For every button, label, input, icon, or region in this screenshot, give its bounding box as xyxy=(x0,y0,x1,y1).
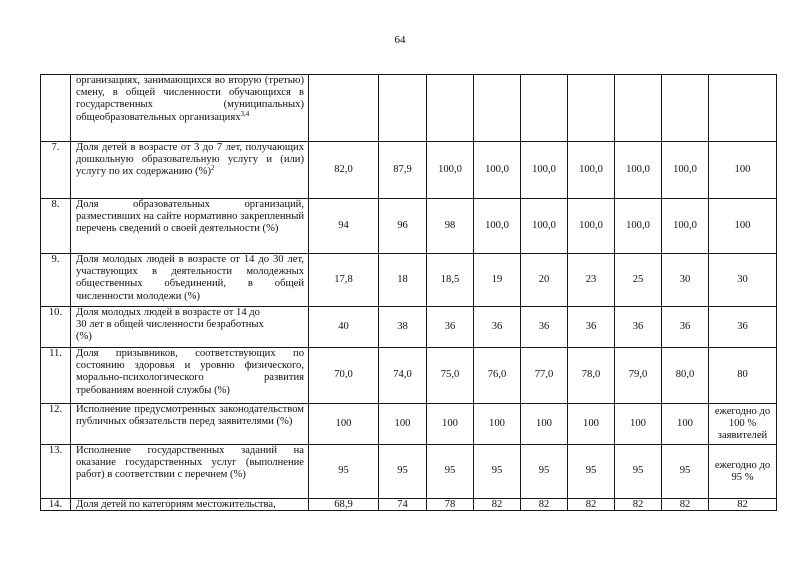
value-cell: 100,0 xyxy=(615,199,662,254)
value-cell: 36 xyxy=(521,307,568,348)
value-cell: 23 xyxy=(568,254,615,307)
value-cell: 94 xyxy=(309,199,379,254)
indicator-name-text: организациях, занимающихся во вторую (третью) смену, в общей численности обучающихся в государственных (муниципальных) общеобразовательных организациях xyxy=(76,75,304,123)
value-cell: 18 xyxy=(379,254,427,307)
footnote-ref: 3,4 xyxy=(240,109,250,118)
indicator-name xyxy=(71,348,309,404)
value-cell: 100 xyxy=(568,404,615,445)
row-index: 11. xyxy=(41,348,71,404)
indicator-name xyxy=(71,142,309,199)
table-row xyxy=(41,75,777,142)
value-cell xyxy=(568,75,615,142)
value-cell: 95 xyxy=(474,445,521,499)
value-cell: 82 xyxy=(709,499,777,511)
value-cell: 76,0 xyxy=(474,348,521,404)
value-cell: 78,0 xyxy=(568,348,615,404)
value-cell: 100,0 xyxy=(662,199,709,254)
indicator-name-text: Исполнение государственных заданий на оказание государственных услуг (выполнение работ) в соответствии с перечнем (%) xyxy=(76,445,304,481)
value-cell: 100 xyxy=(427,404,474,445)
value-cell: 36 xyxy=(709,307,777,348)
value-cell: 82 xyxy=(615,499,662,511)
value-cell: ежегодно до 95 % xyxy=(709,445,777,499)
value-cell: 96 xyxy=(379,199,427,254)
value-cell: 100 xyxy=(309,404,379,445)
value-cell: 95 xyxy=(615,445,662,499)
value-cell xyxy=(615,75,662,142)
value-cell: 95 xyxy=(309,445,379,499)
table-row xyxy=(41,307,777,348)
value-cell: 100 xyxy=(709,142,777,199)
indicator-name xyxy=(71,199,309,254)
value-cell: 82 xyxy=(568,499,615,511)
value-cell: 36 xyxy=(427,307,474,348)
table-row xyxy=(41,445,777,499)
value-cell: 100,0 xyxy=(521,142,568,199)
value-cell: 100,0 xyxy=(662,142,709,199)
value-cell: 95 xyxy=(427,445,474,499)
table-row xyxy=(41,199,777,254)
indicator-name-text: Доля молодых людей в возрасте от 14 до 30 лет, участвующих в деятельности молодежных общественных объединений, в общей численности молодежи (%) xyxy=(76,254,304,302)
value-cell: 82,0 xyxy=(309,142,379,199)
value-cell: 82 xyxy=(521,499,568,511)
table-row xyxy=(41,404,777,445)
indicator-name-text: Доля призывников, соответствующих по состоянию здоровья и уровню физического, морально-психологического развития требованиям военной службы (%) xyxy=(76,348,304,396)
value-cell: 82 xyxy=(474,499,521,511)
row-index: 12. xyxy=(41,404,71,445)
value-cell: 100,0 xyxy=(615,142,662,199)
value-cell: 100,0 xyxy=(568,142,615,199)
value-cell: 100,0 xyxy=(521,199,568,254)
value-cell: 19 xyxy=(474,254,521,307)
indicator-name-text: Доля образовательных организаций, разместивших на сайте нормативно закрепленный перечень сведений о своей деятельности (%) xyxy=(76,199,304,235)
value-cell: 80,0 xyxy=(662,348,709,404)
value-cell: 36 xyxy=(662,307,709,348)
value-cell: 87,9 xyxy=(379,142,427,199)
value-cell xyxy=(662,75,709,142)
value-cell: 30 xyxy=(709,254,777,307)
value-cell: 36 xyxy=(615,307,662,348)
value-cell: 38 xyxy=(379,307,427,348)
value-cell: 100 xyxy=(615,404,662,445)
row-index: 13. xyxy=(41,445,71,499)
value-cell: 100 xyxy=(709,199,777,254)
indicator-name-text: Доля детей по категориям местожительства, xyxy=(76,499,276,510)
value-cell: 77,0 xyxy=(521,348,568,404)
value-cell: 17,8 xyxy=(309,254,379,307)
value-cell: 95 xyxy=(662,445,709,499)
value-cell: 25 xyxy=(615,254,662,307)
indicator-name xyxy=(71,445,309,499)
value-cell: 98 xyxy=(427,199,474,254)
value-cell: 30 xyxy=(662,254,709,307)
value-cell xyxy=(521,75,568,142)
value-cell: 100,0 xyxy=(474,199,521,254)
value-cell: 68,9 xyxy=(309,499,379,511)
indicator-name xyxy=(71,499,309,511)
value-cell: 75,0 xyxy=(427,348,474,404)
value-cell: 74,0 xyxy=(379,348,427,404)
value-cell xyxy=(474,75,521,142)
value-cell: 36 xyxy=(568,307,615,348)
table-row xyxy=(41,142,777,199)
value-cell xyxy=(379,75,427,142)
indicator-name-text: Доля детей в возрасте от 3 до 7 лет, получающих дошкольную образовательную услугу и (или) услугу по их содержанию (%) xyxy=(76,142,304,178)
table-row xyxy=(41,499,777,511)
indicator-name-line: 30 лет в общей численности безработных xyxy=(76,319,264,331)
value-cell xyxy=(709,75,777,142)
indicator-name xyxy=(71,254,309,307)
value-cell: 82 xyxy=(662,499,709,511)
value-cell: 18,5 xyxy=(427,254,474,307)
value-cell: 20 xyxy=(521,254,568,307)
indicators-table xyxy=(40,74,777,511)
indicator-name xyxy=(71,404,309,445)
row-index: 14. xyxy=(41,499,71,511)
value-cell: 36 xyxy=(474,307,521,348)
value-cell: 100 xyxy=(521,404,568,445)
value-cell: 74 xyxy=(379,499,427,511)
indicator-name-text: Исполнение предусмотренных законодательством публичных обязательств перед заявителями (%) xyxy=(76,404,304,428)
value-cell: 95 xyxy=(568,445,615,499)
value-cell: 95 xyxy=(521,445,568,499)
value-cell: 100 xyxy=(474,404,521,445)
value-cell: 79,0 xyxy=(615,348,662,404)
value-cell: ежегодно до 100 % заявителей xyxy=(709,404,777,445)
row-index: 10. xyxy=(41,307,71,348)
value-cell xyxy=(309,75,379,142)
footnote-ref: 2 xyxy=(211,164,215,173)
value-cell: 40 xyxy=(309,307,379,348)
page-number: 64 xyxy=(394,34,406,46)
table-row xyxy=(41,348,777,404)
value-cell: 100,0 xyxy=(568,199,615,254)
indicator-name-line: Доля молодых людей в возрасте от 14 до xyxy=(76,307,260,318)
value-cell: 78 xyxy=(427,499,474,511)
value-cell: 100,0 xyxy=(427,142,474,199)
row-index xyxy=(41,75,71,142)
value-cell xyxy=(427,75,474,142)
row-index: 9. xyxy=(41,254,71,307)
value-cell: 70,0 xyxy=(309,348,379,404)
value-cell: 80 xyxy=(709,348,777,404)
indicator-name xyxy=(71,75,309,142)
indicator-name-line: (%) xyxy=(76,331,92,343)
table-row xyxy=(41,254,777,307)
row-index: 8. xyxy=(41,199,71,254)
value-cell: 100,0 xyxy=(474,142,521,199)
value-cell: 95 xyxy=(379,445,427,499)
row-index: 7. xyxy=(41,142,71,199)
value-cell: 100 xyxy=(379,404,427,445)
value-cell: 100 xyxy=(662,404,709,445)
indicator-name xyxy=(71,307,309,348)
